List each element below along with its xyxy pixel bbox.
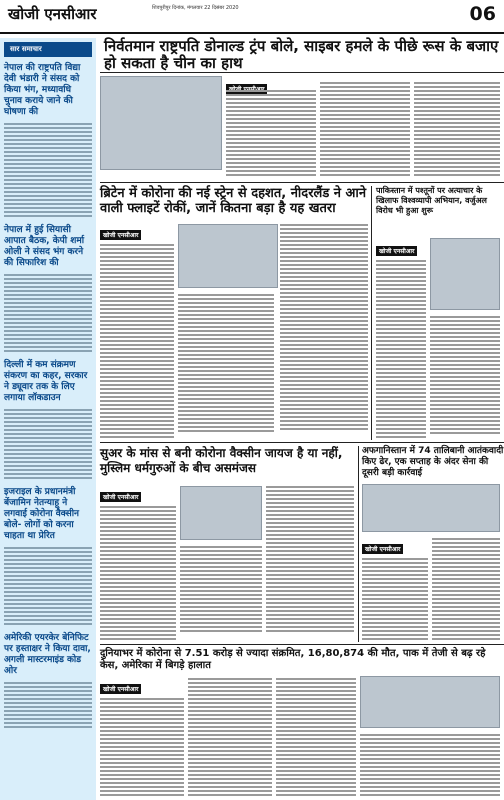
article-photo <box>180 486 262 540</box>
article-body <box>100 222 174 438</box>
article-body <box>188 676 272 796</box>
sidebar-item-headline: इजराइल के प्रधानमंत्री बेंजामिन नेतन्याहू ने लगवाई कोरोना वैक्सीन बोले- लोगों को करना चाहता था प्रेरित <box>4 487 80 541</box>
article-body <box>280 222 368 438</box>
article-headline: निर्वतमान राष्ट्रपति डोनाल्ड ट्रंप बोले, साइबर हमले के पीछे रूस के बजाए हो सकता है चीन का हाथ <box>104 37 499 72</box>
article-photo <box>100 76 222 170</box>
sidebar-item-text <box>0 406 96 485</box>
article-body <box>362 536 428 640</box>
article-body <box>430 314 500 438</box>
page-number: 06 <box>469 3 496 25</box>
article-headline: पाकिस्तान में पश्तूनों पर अत्याचार के खिलाफ विश्वव्यापी अभियान, वर्जुअल विरोध भी हुआ शुरू <box>376 186 487 215</box>
article-photo <box>430 238 500 310</box>
article-photo <box>360 676 500 728</box>
article-headline: सुअर के मांस से बनी कोरोना वैक्सीन जायज है या नहीं, मुस्लिम धर्मगुरुओं के बीच असमंजस <box>100 446 343 475</box>
article-body <box>226 88 316 178</box>
sidebar-item-text <box>0 544 96 631</box>
sidebar-section-tag: सार समाचार <box>4 42 92 57</box>
article-byline: खोजी एनसीआर <box>100 230 141 240</box>
article-byline: खोजी एनसीआर <box>376 246 417 256</box>
sidebar-item-text <box>0 271 96 358</box>
article-body <box>100 676 184 796</box>
sidebar-item-headline: दिल्ली में कम संक्रमण संकरण का कहर, सरकार ने ड्यूवार तक के लिए लगाया लॉकडाउन <box>4 360 88 403</box>
article-body <box>320 80 410 178</box>
sidebar-item-text <box>0 120 96 223</box>
article-byline: खोजी एनसीआर <box>100 684 141 694</box>
article-body <box>100 484 176 640</box>
masthead <box>0 0 504 34</box>
article-headline: अफगानिस्तान में 74 तालिबानी आतंकवादी किए ढेर, एक सप्ताह के अंदर सेना की दूसरी बड़ी कार्रवाई <box>362 446 504 478</box>
article-photo <box>178 224 278 288</box>
article-byline: खोजी एनसीआर <box>362 544 403 554</box>
sidebar-item-headline: नेपाल की राष्ट्रपति विद्या देवी भंडारी ने संसद को किया भंग, मध्यावधि चुनाव कराये जाने की घोषणा की <box>4 63 81 117</box>
sidebar-item-text <box>0 679 96 734</box>
sidebar <box>0 38 96 800</box>
newspaper-logo: खोजी एनसीआर <box>8 5 97 23</box>
article-body <box>360 732 500 796</box>
article-body <box>276 676 356 796</box>
article-body <box>178 292 274 438</box>
sidebar-item-headline: नेपाल में हुई सियासी आपात बैठक, केपी शर्मा ओली ने संसद भंग करने की सिफारिश की <box>4 225 85 268</box>
article-photo <box>362 484 500 532</box>
article-body <box>376 238 426 438</box>
article-body <box>180 544 262 640</box>
article-headline: ब्रिटेन में कोरोना की नई स्ट्रेन से दहशत, नीदरलैंड ने आने वाली फ्लाइटें रोकीं, जानें कितना बड़ा है यह खतरा <box>100 186 367 216</box>
sidebar-item-headline: अमेरिकी एयरकेर बेनिफिट पर हस्ताक्षर ने किया दावा, अगली मास्टरमाइंड कोड ओर <box>4 633 91 676</box>
article-body <box>432 536 500 640</box>
article-byline: खोजी एनसीआर <box>100 492 141 502</box>
article-headline: दुनियाभर में कोरोना से 7.51 करोड़ से ज्यादा संक्रमित, 16,80,874 की मौत, पाक में तेजी से बढ़ रहे केस, अमेरिका में बिगड़े हालात <box>100 648 486 671</box>
date-line: शिवपुरीपुर दिनांक, मंगलवार 22 दिसंबर 2020 <box>152 5 239 11</box>
article-body <box>266 484 354 640</box>
article-body <box>414 80 500 178</box>
